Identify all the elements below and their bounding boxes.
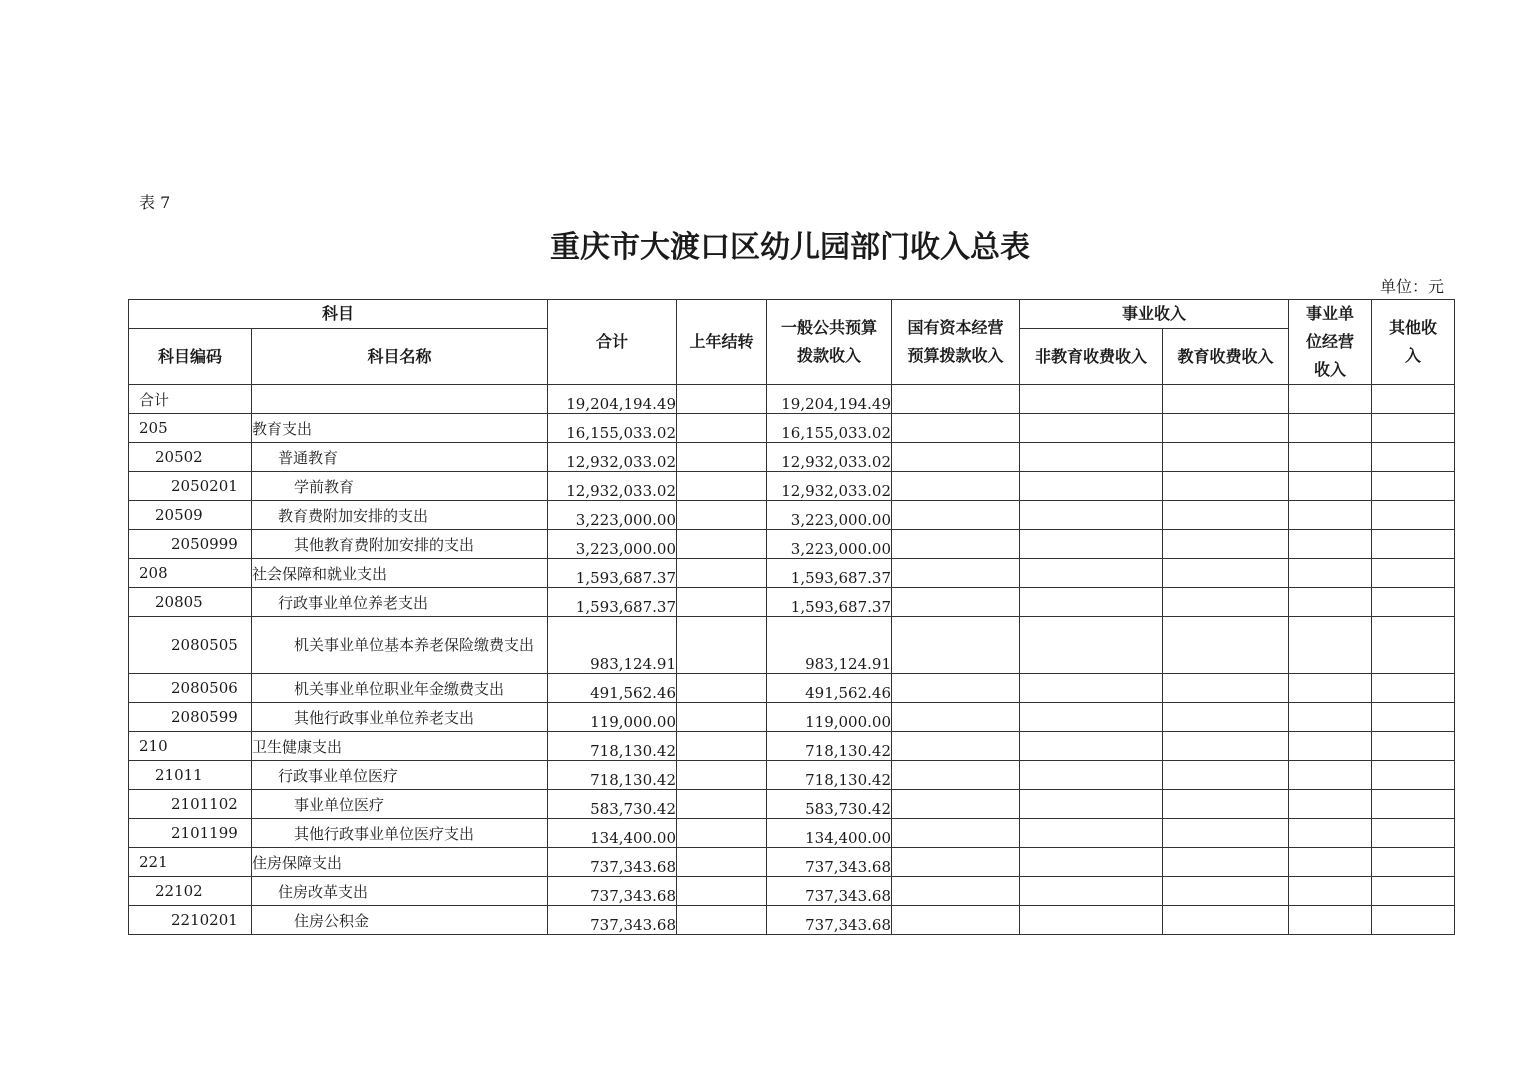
cell-total: 3,223,000.00 bbox=[548, 530, 677, 559]
cell-general-budget: 16,155,033.02 bbox=[767, 414, 892, 443]
cell-name: 其他行政事业单位医疗支出 bbox=[252, 819, 548, 848]
cell-carryover bbox=[677, 501, 767, 530]
header-name: 科目名称 bbox=[252, 329, 548, 385]
cell-state-capital bbox=[892, 906, 1020, 935]
cell-code: 2080505 bbox=[129, 617, 252, 674]
cell-general-budget: 19,204,194.49 bbox=[767, 385, 892, 414]
cell-edu-fee bbox=[1163, 848, 1289, 877]
cell-code: 22102 bbox=[129, 877, 252, 906]
cell-edu-fee bbox=[1163, 819, 1289, 848]
cell-other bbox=[1372, 906, 1455, 935]
cell-name: 住房改革支出 bbox=[252, 877, 548, 906]
cell-carryover bbox=[677, 732, 767, 761]
cell-code: 210 bbox=[129, 732, 252, 761]
cell-other bbox=[1372, 674, 1455, 703]
cell-non-edu-fee bbox=[1020, 819, 1163, 848]
cell-state-capital bbox=[892, 530, 1020, 559]
cell-total: 983,124.91 bbox=[548, 617, 677, 674]
cell-carryover bbox=[677, 443, 767, 472]
header-state-capital: 国有资本经营预算拨款收入 bbox=[892, 300, 1020, 385]
cell-edu-fee bbox=[1163, 877, 1289, 906]
cell-carryover bbox=[677, 877, 767, 906]
cell-state-capital bbox=[892, 414, 1020, 443]
cell-unit-operation bbox=[1289, 443, 1372, 472]
cell-other bbox=[1372, 530, 1455, 559]
cell-unit-operation bbox=[1289, 501, 1372, 530]
header-other: 其他收入 bbox=[1372, 300, 1455, 385]
cell-code: 208 bbox=[129, 559, 252, 588]
cell-total: 737,343.68 bbox=[548, 877, 677, 906]
cell-name: 机关事业单位基本养老保险缴费支出 bbox=[252, 617, 548, 674]
cell-name: 行政事业单位医疗 bbox=[252, 761, 548, 790]
cell-carryover bbox=[677, 617, 767, 674]
cell-other bbox=[1372, 559, 1455, 588]
cell-other bbox=[1372, 501, 1455, 530]
cell-unit-operation bbox=[1289, 848, 1372, 877]
cell-non-edu-fee bbox=[1020, 877, 1163, 906]
header-carryover: 上年结转 bbox=[677, 300, 767, 385]
cell-state-capital bbox=[892, 443, 1020, 472]
cell-name: 其他教育费附加安排的支出 bbox=[252, 530, 548, 559]
cell-name: 学前教育 bbox=[252, 472, 548, 501]
cell-total: 737,343.68 bbox=[548, 906, 677, 935]
cell-code: 205 bbox=[129, 414, 252, 443]
document-title: 重庆市大渡口区幼儿园部门收入总表 bbox=[550, 230, 1030, 265]
cell-other bbox=[1372, 848, 1455, 877]
table-row bbox=[129, 414, 1455, 443]
cell-unit-operation bbox=[1289, 385, 1372, 414]
cell-general-budget: 1,593,687.37 bbox=[767, 588, 892, 617]
cell-other bbox=[1372, 385, 1455, 414]
cell-edu-fee bbox=[1163, 790, 1289, 819]
cell-general-budget: 12,932,033.02 bbox=[767, 472, 892, 501]
cell-general-budget: 119,000.00 bbox=[767, 703, 892, 732]
table-row bbox=[129, 732, 1455, 761]
cell-name: 住房公积金 bbox=[252, 906, 548, 935]
cell-general-budget: 12,932,033.02 bbox=[767, 443, 892, 472]
cell-other bbox=[1372, 732, 1455, 761]
cell-unit-operation bbox=[1289, 472, 1372, 501]
cell-carryover bbox=[677, 588, 767, 617]
cell-total: 491,562.46 bbox=[548, 674, 677, 703]
income-table bbox=[128, 299, 1455, 935]
cell-general-budget: 134,400.00 bbox=[767, 819, 892, 848]
cell-code: 2080599 bbox=[129, 703, 252, 732]
cell-carryover bbox=[677, 674, 767, 703]
cell-edu-fee bbox=[1163, 414, 1289, 443]
cell-general-budget: 737,343.68 bbox=[767, 848, 892, 877]
cell-other bbox=[1372, 819, 1455, 848]
cell-edu-fee bbox=[1163, 906, 1289, 935]
cell-general-budget: 1,593,687.37 bbox=[767, 559, 892, 588]
table-row bbox=[129, 501, 1455, 530]
table-row bbox=[129, 761, 1455, 790]
cell-other bbox=[1372, 703, 1455, 732]
unit-label: 单位：元 bbox=[1379, 277, 1444, 296]
cell-non-edu-fee bbox=[1020, 385, 1163, 414]
cell-total: 12,932,033.02 bbox=[548, 443, 677, 472]
cell-total: 583,730.42 bbox=[548, 790, 677, 819]
cell-name: 卫生健康支出 bbox=[252, 732, 548, 761]
cell-state-capital bbox=[892, 617, 1020, 674]
cell-code: 20805 bbox=[129, 588, 252, 617]
cell-name: 住房保障支出 bbox=[252, 848, 548, 877]
cell-code: 21011 bbox=[129, 761, 252, 790]
cell-edu-fee bbox=[1163, 385, 1289, 414]
cell-total: 134,400.00 bbox=[548, 819, 677, 848]
cell-other bbox=[1372, 443, 1455, 472]
cell-carryover bbox=[677, 790, 767, 819]
cell-total: 718,130.42 bbox=[548, 732, 677, 761]
cell-non-edu-fee bbox=[1020, 501, 1163, 530]
cell-state-capital bbox=[892, 732, 1020, 761]
cell-code: 2050201 bbox=[129, 472, 252, 501]
cell-non-edu-fee bbox=[1020, 674, 1163, 703]
table-row bbox=[129, 472, 1455, 501]
table-row bbox=[129, 588, 1455, 617]
cell-non-edu-fee bbox=[1020, 472, 1163, 501]
cell-code: 20509 bbox=[129, 501, 252, 530]
cell-state-capital bbox=[892, 703, 1020, 732]
cell-edu-fee bbox=[1163, 588, 1289, 617]
table-row bbox=[129, 819, 1455, 848]
cell-edu-fee bbox=[1163, 501, 1289, 530]
cell-carryover bbox=[677, 761, 767, 790]
table-row bbox=[129, 703, 1455, 732]
cell-non-edu-fee bbox=[1020, 559, 1163, 588]
cell-non-edu-fee bbox=[1020, 588, 1163, 617]
cell-name: 事业单位医疗 bbox=[252, 790, 548, 819]
cell-total: 16,155,033.02 bbox=[548, 414, 677, 443]
cell-edu-fee bbox=[1163, 674, 1289, 703]
cell-state-capital bbox=[892, 848, 1020, 877]
cell-code: 2050999 bbox=[129, 530, 252, 559]
cell-other bbox=[1372, 761, 1455, 790]
cell-state-capital bbox=[892, 385, 1020, 414]
cell-other bbox=[1372, 877, 1455, 906]
cell-total: 19,204,194.49 bbox=[548, 385, 677, 414]
cell-name: 普通教育 bbox=[252, 443, 548, 472]
header-code: 科目编码 bbox=[129, 329, 252, 385]
cell-name: 社会保障和就业支出 bbox=[252, 559, 548, 588]
cell-non-edu-fee bbox=[1020, 443, 1163, 472]
cell-code: 合计 bbox=[129, 385, 252, 414]
cell-unit-operation bbox=[1289, 559, 1372, 588]
cell-other bbox=[1372, 588, 1455, 617]
cell-state-capital bbox=[892, 588, 1020, 617]
cell-unit-operation bbox=[1289, 674, 1372, 703]
table-row bbox=[129, 790, 1455, 819]
cell-carryover bbox=[677, 385, 767, 414]
header-unit-operation: 事业单位经营收入 bbox=[1289, 300, 1372, 385]
cell-state-capital bbox=[892, 761, 1020, 790]
header-subject: 科目 bbox=[129, 300, 548, 329]
cell-total: 119,000.00 bbox=[548, 703, 677, 732]
cell-name: 教育费附加安排的支出 bbox=[252, 501, 548, 530]
cell-general-budget: 583,730.42 bbox=[767, 790, 892, 819]
table-number: 表 7 bbox=[139, 193, 171, 212]
cell-other bbox=[1372, 472, 1455, 501]
cell-edu-fee bbox=[1163, 761, 1289, 790]
cell-other bbox=[1372, 617, 1455, 674]
cell-name: 其他行政事业单位养老支出 bbox=[252, 703, 548, 732]
cell-edu-fee bbox=[1163, 703, 1289, 732]
cell-unit-operation bbox=[1289, 414, 1372, 443]
cell-non-edu-fee bbox=[1020, 761, 1163, 790]
cell-non-edu-fee bbox=[1020, 530, 1163, 559]
cell-carryover bbox=[677, 906, 767, 935]
cell-code: 2101199 bbox=[129, 819, 252, 848]
cell-edu-fee bbox=[1163, 472, 1289, 501]
cell-edu-fee bbox=[1163, 443, 1289, 472]
cell-carryover bbox=[677, 472, 767, 501]
cell-general-budget: 3,223,000.00 bbox=[767, 530, 892, 559]
header-general-budget: 一般公共预算拨款收入 bbox=[767, 300, 892, 385]
cell-general-budget: 737,343.68 bbox=[767, 877, 892, 906]
cell-edu-fee bbox=[1163, 617, 1289, 674]
cell-carryover bbox=[677, 530, 767, 559]
cell-unit-operation bbox=[1289, 906, 1372, 935]
cell-unit-operation bbox=[1289, 790, 1372, 819]
cell-carryover bbox=[677, 414, 767, 443]
cell-total: 737,343.68 bbox=[548, 848, 677, 877]
cell-carryover bbox=[677, 703, 767, 732]
cell-name: 教育支出 bbox=[252, 414, 548, 443]
cell-general-budget: 3,223,000.00 bbox=[767, 501, 892, 530]
cell-edu-fee bbox=[1163, 732, 1289, 761]
cell-unit-operation bbox=[1289, 819, 1372, 848]
cell-carryover bbox=[677, 819, 767, 848]
cell-total: 3,223,000.00 bbox=[548, 501, 677, 530]
cell-non-edu-fee bbox=[1020, 414, 1163, 443]
cell-state-capital bbox=[892, 877, 1020, 906]
cell-carryover bbox=[677, 848, 767, 877]
table-row bbox=[129, 848, 1455, 877]
cell-non-edu-fee bbox=[1020, 790, 1163, 819]
cell-code: 2080506 bbox=[129, 674, 252, 703]
cell-unit-operation bbox=[1289, 761, 1372, 790]
cell-general-budget: 718,130.42 bbox=[767, 761, 892, 790]
cell-total: 1,593,687.37 bbox=[548, 559, 677, 588]
cell-total: 1,593,687.37 bbox=[548, 588, 677, 617]
cell-state-capital bbox=[892, 674, 1020, 703]
cell-state-capital bbox=[892, 501, 1020, 530]
cell-code: 221 bbox=[129, 848, 252, 877]
table-row bbox=[129, 877, 1455, 906]
cell-edu-fee bbox=[1163, 559, 1289, 588]
table-row bbox=[129, 906, 1455, 935]
cell-general-budget: 718,130.42 bbox=[767, 732, 892, 761]
cell-carryover bbox=[677, 559, 767, 588]
header-edu-fee: 教育收费收入 bbox=[1163, 329, 1289, 385]
cell-state-capital bbox=[892, 819, 1020, 848]
cell-general-budget: 491,562.46 bbox=[767, 674, 892, 703]
cell-code: 2210201 bbox=[129, 906, 252, 935]
cell-other bbox=[1372, 790, 1455, 819]
header-total: 合计 bbox=[548, 300, 677, 385]
table-row bbox=[129, 674, 1455, 703]
cell-name: 行政事业单位养老支出 bbox=[252, 588, 548, 617]
cell-total: 12,932,033.02 bbox=[548, 472, 677, 501]
header-non-edu-fee: 非教育收费收入 bbox=[1020, 329, 1163, 385]
table-row bbox=[129, 385, 1455, 414]
cell-non-edu-fee bbox=[1020, 906, 1163, 935]
cell-non-edu-fee bbox=[1020, 732, 1163, 761]
cell-unit-operation bbox=[1289, 703, 1372, 732]
cell-unit-operation bbox=[1289, 732, 1372, 761]
cell-non-edu-fee bbox=[1020, 848, 1163, 877]
header-business-income: 事业收入 bbox=[1020, 300, 1289, 329]
table-row bbox=[129, 530, 1455, 559]
cell-name bbox=[252, 385, 548, 414]
table-row bbox=[129, 617, 1455, 674]
table-row bbox=[129, 559, 1455, 588]
cell-edu-fee bbox=[1163, 530, 1289, 559]
cell-general-budget: 737,343.68 bbox=[767, 906, 892, 935]
cell-total: 718,130.42 bbox=[548, 761, 677, 790]
cell-other bbox=[1372, 414, 1455, 443]
cell-non-edu-fee bbox=[1020, 703, 1163, 732]
cell-unit-operation bbox=[1289, 617, 1372, 674]
table-row bbox=[129, 443, 1455, 472]
cell-unit-operation bbox=[1289, 877, 1372, 906]
cell-state-capital bbox=[892, 559, 1020, 588]
cell-unit-operation bbox=[1289, 530, 1372, 559]
cell-non-edu-fee bbox=[1020, 617, 1163, 674]
cell-code: 20502 bbox=[129, 443, 252, 472]
cell-name: 机关事业单位职业年金缴费支出 bbox=[252, 674, 548, 703]
cell-general-budget: 983,124.91 bbox=[767, 617, 892, 674]
cell-state-capital bbox=[892, 790, 1020, 819]
cell-code: 2101102 bbox=[129, 790, 252, 819]
cell-state-capital bbox=[892, 472, 1020, 501]
table-body bbox=[129, 385, 1455, 935]
cell-unit-operation bbox=[1289, 588, 1372, 617]
